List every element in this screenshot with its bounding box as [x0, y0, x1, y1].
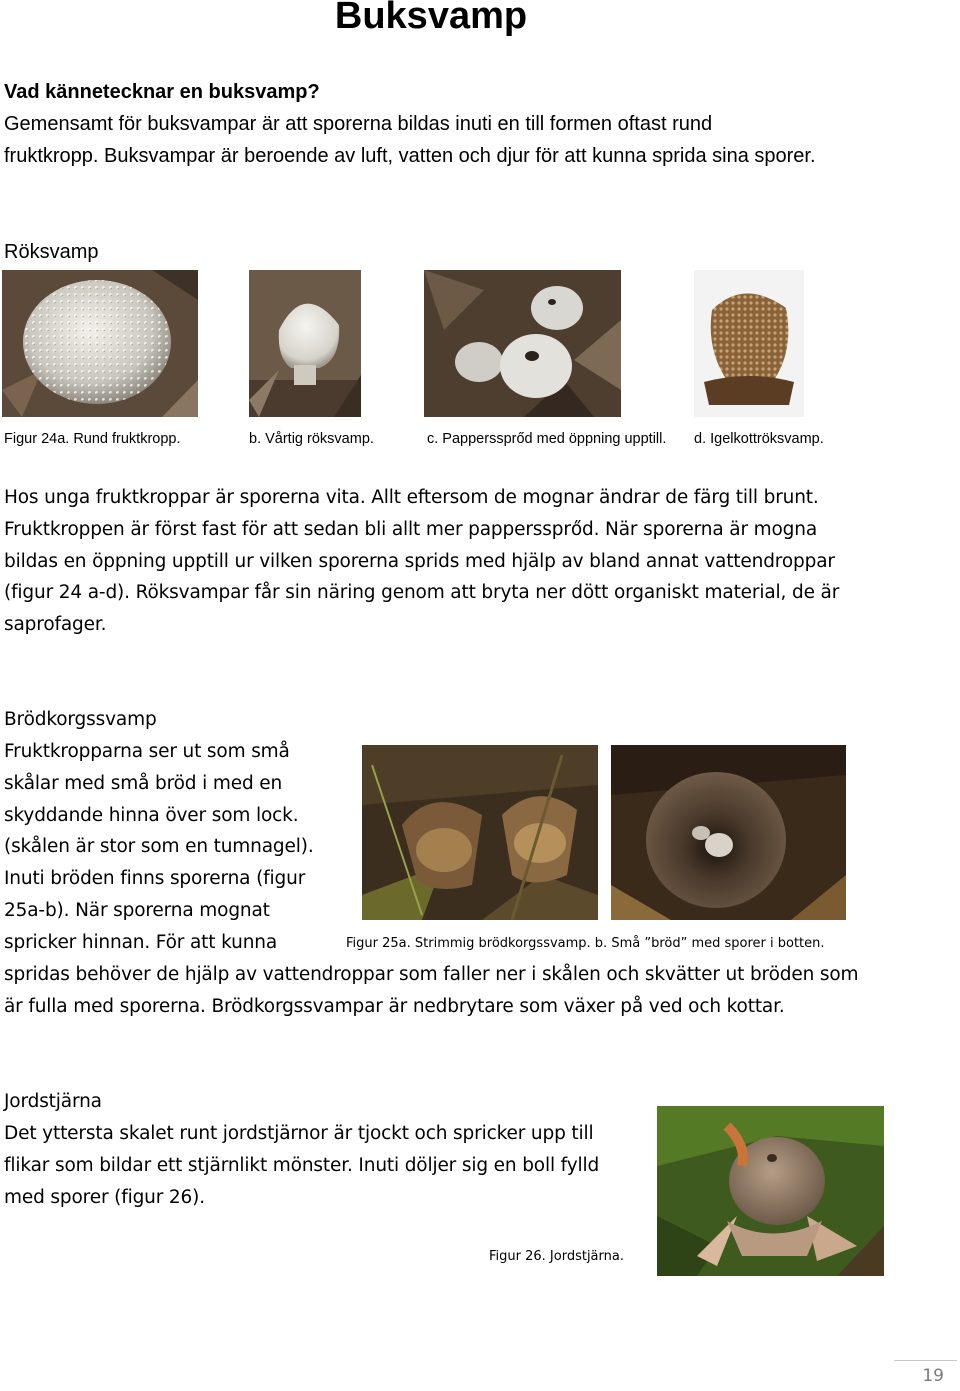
puffball-photo-c	[424, 270, 621, 417]
roksvamp-heading: Röksvamp	[4, 241, 99, 263]
birds-nest-photo-a	[362, 745, 598, 920]
brodkorg-line: (skålen är stor som en tumnagel).	[4, 836, 314, 858]
figure-24a-caption: Figur 24a. Rund fruktkropp.	[4, 431, 181, 447]
brodkorg-line: Fruktkropparna ser ut som små	[4, 741, 290, 762]
jordstjarna-paragraph	[4, 1118, 599, 1213]
puffball-photo-b	[249, 270, 361, 417]
brodkorg-line: spridas behöver de hjälp av vattendroppar som faller ner i skålen och skvätter ut bröden som	[4, 964, 859, 985]
page-number-rule	[894, 1360, 957, 1361]
brodkorg-line: skålar med små bröd i med en	[4, 772, 283, 794]
figure-26-caption: Figur 26. Jordstjärna.	[489, 1249, 624, 1264]
earthstar-photo	[657, 1106, 884, 1276]
jordstjarna-line: med sporer (figur 26).	[4, 1186, 205, 1208]
jordstjarna-line: flikar som bildar ett stjärnlikt mönster. Inuti döljer sig en boll fylld	[4, 1154, 600, 1176]
brodkorg-line: spricker hinnan. För att kunna	[4, 931, 278, 953]
intro-line: fruktkropp. Buksvampar är beroende av luft, vatten och djur för att kunna sprida sina sporer.	[4, 145, 816, 167]
page-title: Buksvamp	[334, 0, 528, 37]
page-number: 19	[922, 1366, 944, 1386]
roksvamp-line: (figur 24 a-d). Röksvampar får sin näring genom att bryta ner dött organiskt material, de är	[4, 582, 840, 604]
intro-paragraph	[4, 108, 816, 172]
brodkorg-heading: Brödkorgssvamp	[4, 709, 157, 730]
roksvamp-line: Hos unga fruktkroppar är sporerna vita. Allt eftersom de mognar ändrar de färg till brunt.	[4, 487, 819, 508]
intro-question: Vad kännetecknar en buksvamp?	[4, 81, 320, 103]
roksvamp-paragraph	[4, 482, 839, 641]
brodkorg-line: 25a-b). När sporerna mognat	[4, 899, 270, 921]
roksvamp-line: Fruktkroppen är först fast för att sedan bli allt mer papperssprőd. När sporerna är mogna	[4, 518, 818, 540]
roksvamp-line: bildas en öppning upptill ur vilken sporerna sprids med hjälp av bland annat vattendroppar	[4, 550, 835, 572]
brodkorg-full-paragraph	[4, 959, 858, 1023]
roksvamp-line: saprofager.	[4, 614, 107, 636]
jordstjarna-heading: Jordstjärna	[4, 1091, 102, 1112]
brodkorg-side-paragraph	[4, 736, 314, 959]
figure-24d-caption: d. Igelkottröksvamp.	[694, 431, 824, 447]
brodkorg-line: är fulla med sporerna. Brödkorgssvampar är nedbrytare som växer på ved och kottar.	[4, 995, 785, 1017]
birds-nest-photo-b	[611, 745, 846, 920]
puffball-photo-a	[2, 270, 198, 417]
figure-24c-caption: c. Papperssprőd med öppning upptill.	[427, 431, 667, 447]
brodkorg-line: Inuti bröden finns sporerna (figur	[4, 868, 306, 890]
figure-25-caption: Figur 25a. Strimmig brödkorgssvamp. b. Små ”bröd” med sporer i botten.	[346, 936, 825, 951]
figure-24b-caption: b. Vårtig röksvamp.	[249, 431, 374, 447]
jordstjarna-line: Det yttersta skalet runt jordstjärnor är tjockt och spricker upp till	[4, 1123, 594, 1144]
intro-line: Gemensamt för buksvampar är att sporerna bildas inuti en till formen oftast rund	[4, 113, 713, 135]
brodkorg-line: skyddande hinna över som lock.	[4, 804, 299, 826]
puffball-photo-d	[694, 270, 804, 417]
